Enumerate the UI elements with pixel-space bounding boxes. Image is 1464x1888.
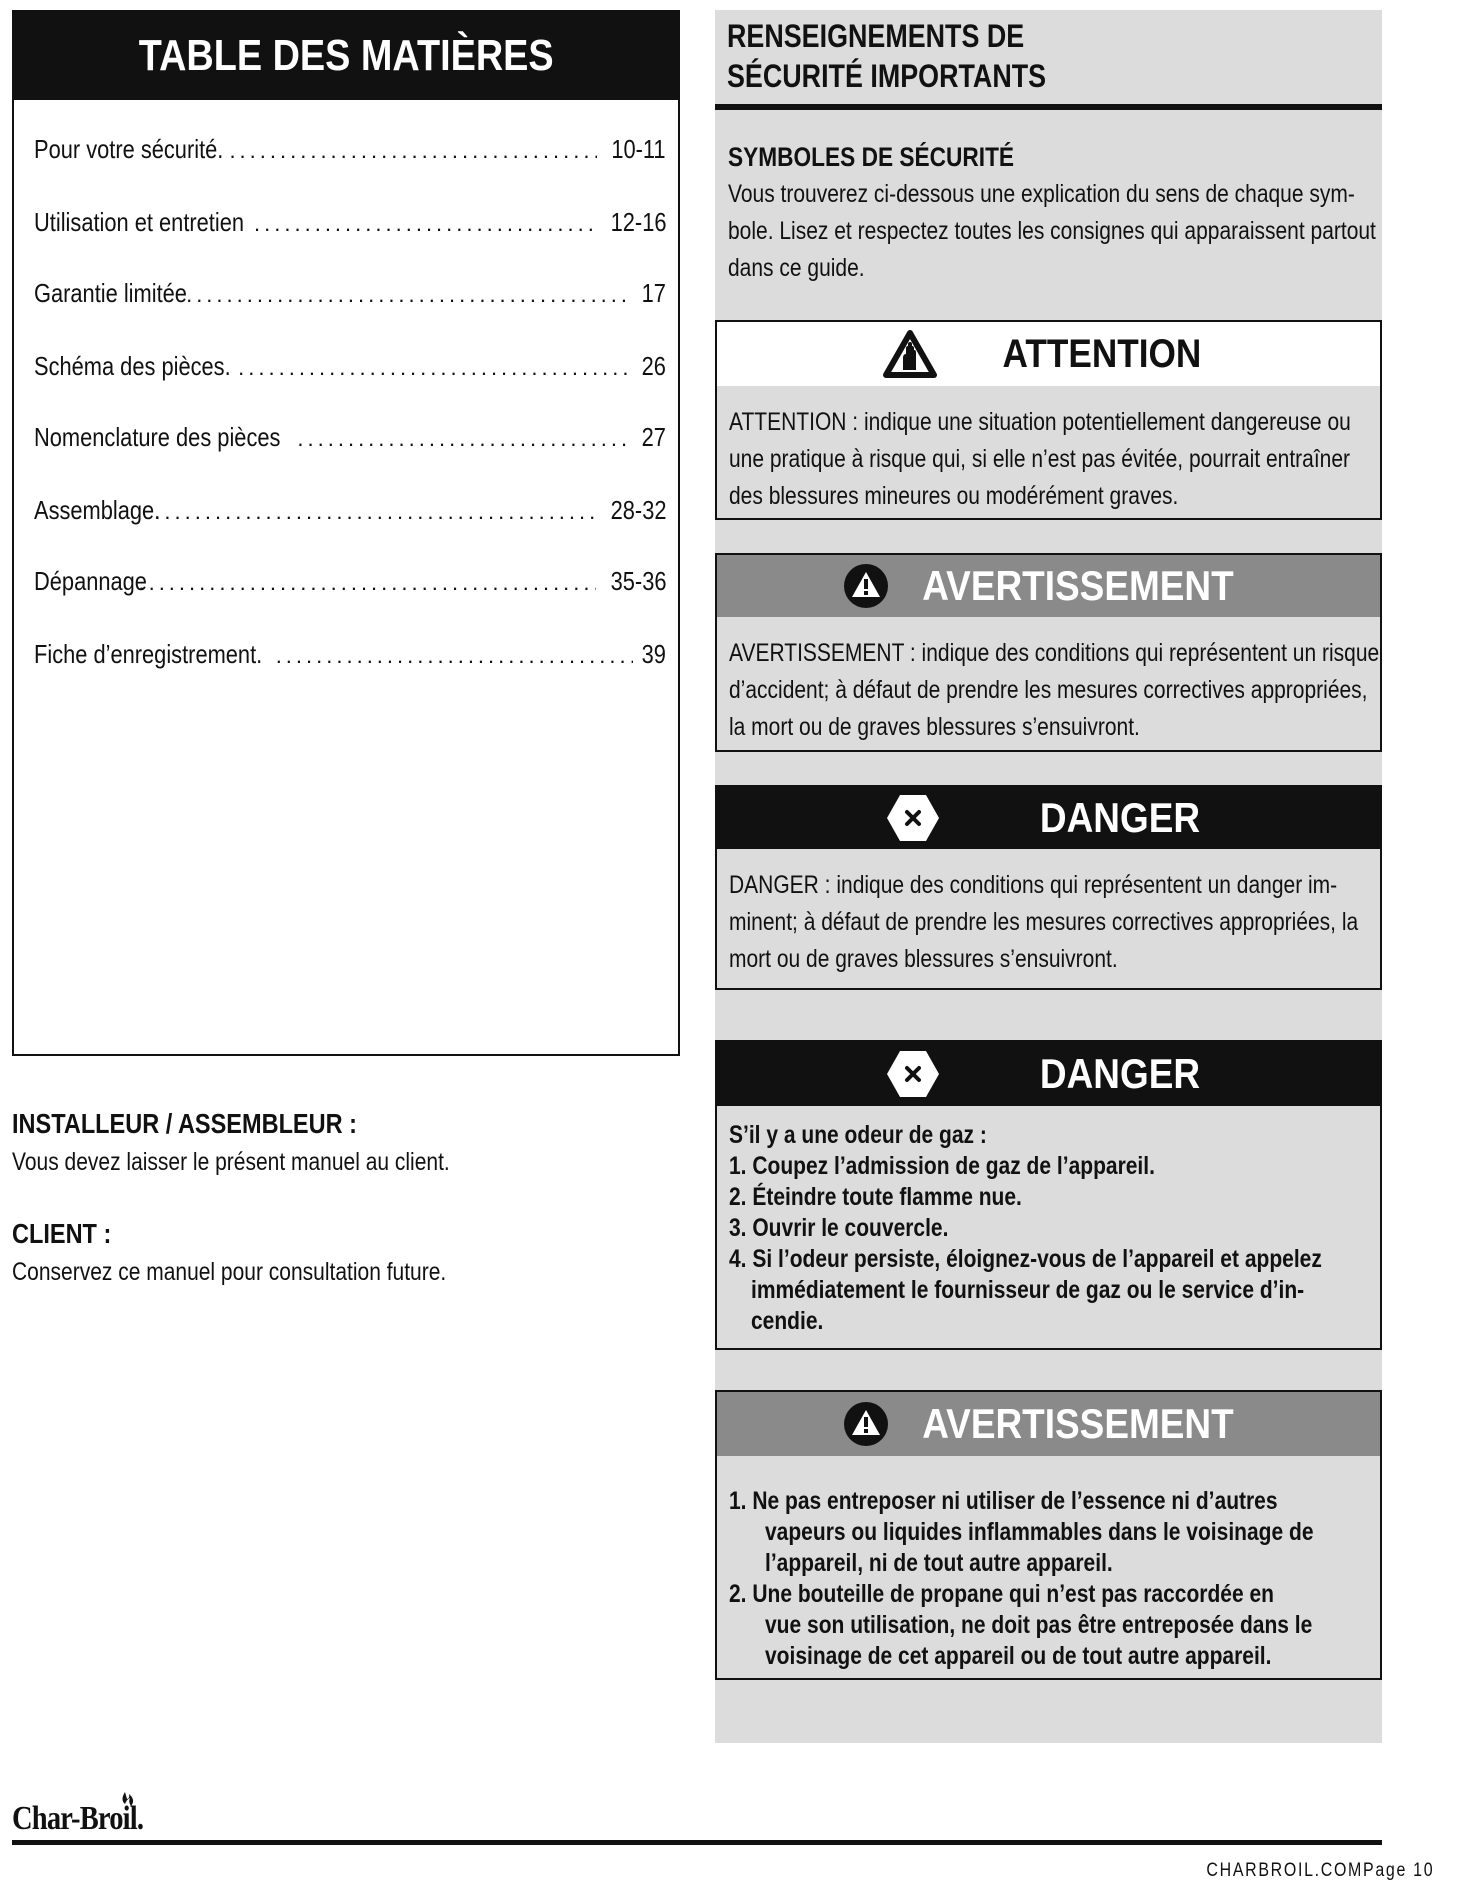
footer-site[interactable]: CHARBROIL.COM — [1206, 1860, 1363, 1881]
toc-leader — [238, 355, 633, 381]
symbols-line: Vous trouverez ci-dessous une explication du sens de chaque sym- — [728, 180, 1355, 208]
avertissement-header — [717, 555, 1380, 617]
client-text — [12, 1258, 529, 1287]
toc-entry-label: Dépannage — [34, 566, 147, 596]
toc-entry-label: Pour votre sécurité. — [34, 134, 224, 164]
installer-heading — [12, 1108, 423, 1140]
fuel-line: l’appareil, ni de tout autre appareil. — [765, 1549, 1113, 1577]
fuel-line: vapeurs ou liquides inflammables dans le voisinage de — [765, 1518, 1314, 1546]
danger-gas-header — [717, 1042, 1380, 1106]
toc-entry[interactable] — [34, 351, 666, 387]
toc-entry[interactable] — [34, 278, 666, 314]
toc-entry-page: 26 — [641, 351, 666, 381]
attention-box — [715, 320, 1382, 520]
safety-symbols-text — [728, 176, 1464, 287]
client-heading — [12, 1218, 130, 1250]
fuel-line: voisinage de cet appareil ou de tout autre appareil. — [765, 1642, 1272, 1670]
toc-leader — [138, 570, 595, 596]
toc-entry-label: Assemblage. — [34, 495, 161, 525]
toc-entry-label: Garantie limitée — [34, 278, 187, 308]
danger-gas-text — [729, 1120, 1368, 1337]
toc-title — [14, 12, 678, 100]
attention-line: une pratique à risque qui, si elle n’est pas évitée, pourrait entraîner — [729, 445, 1351, 473]
avertissement-fuel-text — [729, 1486, 1368, 1672]
attention-line: des blessures mineures ou modérément graves. — [729, 482, 1179, 510]
fuel-line: vue son utilisation, ne doit pas être entreposée dans le — [765, 1611, 1313, 1639]
safety-symbols-title — [728, 142, 1069, 173]
toc-entry[interactable] — [34, 207, 666, 243]
avertissement-fuel-header — [717, 1392, 1380, 1456]
avertissement-fuel-box — [715, 1390, 1382, 1680]
installer-text-span: Vous devez laisser le présent manuel au client. — [12, 1148, 450, 1176]
toc-entry[interactable] — [34, 495, 666, 531]
danger-gas-box — [715, 1040, 1382, 1350]
avertissement-line: la mort ou de graves blessures s’ensuivront. — [729, 713, 1140, 741]
danger-line: DANGER : indique des conditions qui représentent un danger im- — [729, 871, 1338, 899]
logo-text: Char-Broil. — [12, 1800, 144, 1837]
attention-title: ATTENTION — [1002, 331, 1201, 376]
attention-header — [717, 322, 1380, 386]
table-of-contents — [12, 10, 680, 1056]
toc-entry-page: 28-32 — [610, 495, 666, 525]
footer-rule — [12, 1840, 1382, 1845]
toc-title-text: TABLE DES MATIÈRES — [138, 31, 554, 80]
gas-line: 4. Si l’odeur persiste, éloignez-vous de l’appareil et appelez — [729, 1245, 1322, 1273]
installer-text — [12, 1148, 533, 1177]
footer-page-number: Page 10 — [1362, 1860, 1434, 1881]
toc-entry-page: 35-36 — [610, 566, 666, 596]
avertissement-title: AVERTISSEMENT — [921, 562, 1234, 609]
fuel-line: 2. Une bouteille de propane qui n’est pas raccordée en — [729, 1580, 1274, 1608]
avertissement-fuel-title: AVERTISSEMENT — [921, 1400, 1234, 1447]
client-heading-text: CLIENT : — [12, 1218, 112, 1249]
toc-entry-page: 12-16 — [610, 207, 666, 237]
toc-entry-label: Nomenclature des pièces — [34, 422, 281, 452]
avertissement-text — [729, 635, 1380, 746]
symbols-line: dans ce guide. — [728, 254, 865, 282]
installer-heading-text: INSTALLEUR / ASSEMBLEUR : — [12, 1108, 357, 1139]
warning-icon — [843, 1401, 889, 1447]
warning-icon — [843, 563, 889, 609]
safety-header-line2: SÉCURITÉ IMPORTANTS — [727, 58, 1047, 94]
toc-entry[interactable] — [34, 134, 666, 170]
toc-entry-page: 27 — [641, 422, 666, 452]
gas-line: 3. Ouvrir le couvercle. — [729, 1214, 949, 1242]
toc-leader — [276, 643, 633, 669]
toc-leader — [186, 282, 633, 308]
avertissement-box — [715, 553, 1382, 752]
fuel-line: 1. Ne pas entreposer ni utiliser de l’essence ni d’autres — [729, 1487, 1278, 1515]
footer-site-page — [1163, 1860, 1434, 1882]
attention-line: ATTENTION : indique une situation potentiellement dangereuse ou — [729, 408, 1351, 436]
toc-leader — [297, 426, 633, 452]
safety-section-header — [715, 10, 1382, 110]
toc-entry-page: 17 — [641, 278, 666, 308]
toc-entry-page: 10-11 — [611, 134, 666, 164]
gas-line: 2. Éteindre toute flamme nue. — [729, 1183, 1022, 1211]
danger-hexagon-icon — [885, 793, 941, 843]
toc-entry[interactable] — [34, 422, 666, 458]
toc-entry-page: 39 — [641, 639, 666, 669]
danger-gas-title: DANGER — [1040, 1050, 1201, 1097]
stop-hand-icon — [883, 330, 937, 378]
char-broil-logo — [12, 1790, 182, 1836]
toc-entry[interactable] — [34, 639, 666, 675]
gas-line: 1. Coupez l’admission de gaz de l’appareil. — [729, 1152, 1155, 1180]
toc-leader — [154, 499, 595, 525]
danger-hexagon-icon — [885, 1049, 941, 1099]
gas-line: S’il y a une odeur de gaz : — [729, 1121, 987, 1149]
toc-entry-label: Schéma des pièces. — [34, 351, 231, 381]
gas-line: immédiatement le fournisseur de gaz ou le service d’in- — [751, 1276, 1305, 1304]
client-text-span: Conservez ce manuel pour consultation future. — [12, 1258, 447, 1286]
danger-line: minent; à défaut de prendre les mesures correctives appropriées, la — [729, 908, 1359, 936]
toc-leader — [229, 138, 597, 164]
gas-line: cendie. — [751, 1307, 824, 1335]
safety-header-line1: RENSEIGNEMENTS DE — [727, 18, 1025, 54]
toc-entry-label: Fiche d’enregistrement. — [34, 639, 263, 669]
toc-entry[interactable] — [34, 566, 666, 602]
danger-header — [717, 787, 1380, 849]
toc-entry-label: Utilisation et entretien — [34, 207, 245, 237]
danger-line: mort ou de graves blessures s’ensuivront. — [729, 945, 1118, 973]
danger-title: DANGER — [1040, 794, 1201, 841]
danger-text — [729, 867, 1368, 978]
safety-symbols-title-text: SYMBOLES DE SÉCURITÉ — [728, 142, 1015, 172]
avertissement-line: AVERTISSEMENT : indique des conditions qui représentent un risque — [729, 639, 1380, 667]
attention-text — [729, 404, 1368, 515]
danger-box — [715, 785, 1382, 990]
toc-leader — [254, 211, 595, 237]
avertissement-line: d’accident; à défaut de prendre les mesures correctives appropriées, — [729, 676, 1368, 704]
symbols-line: bole. Lisez et respectez toutes les consignes qui apparaissent partout — [728, 217, 1376, 245]
